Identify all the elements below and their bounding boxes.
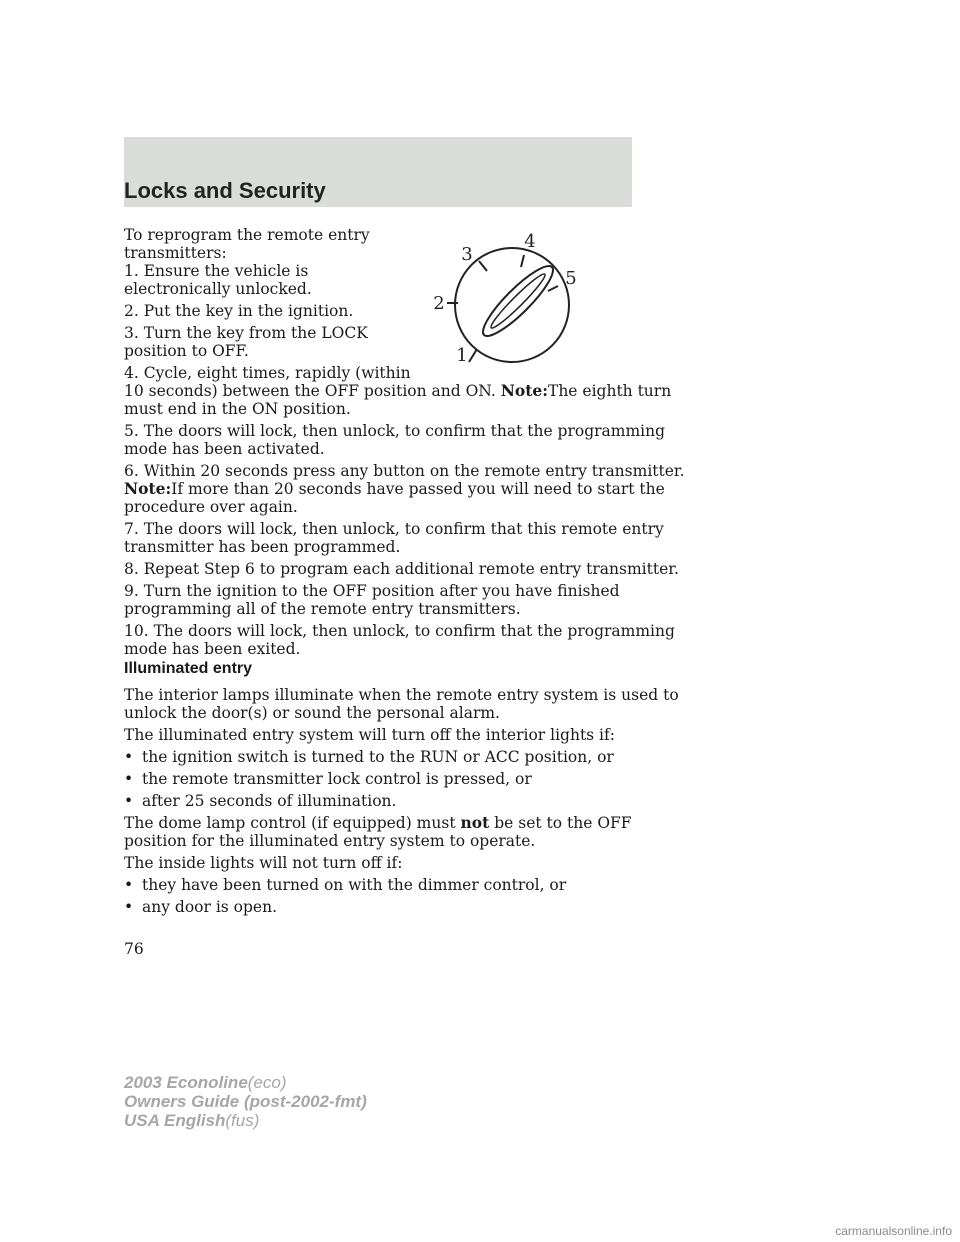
footer-imprint: [124, 1073, 367, 1130]
footer-line-1: 2003 Econoline(eco): [124, 1073, 287, 1092]
illuminated-paragraph: The dome lamp control (if equipped) must not be set to the OFF: [124, 813, 632, 832]
step-10: 10. The doors will lock, then unlock, to confirm that the programming: [124, 622, 675, 640]
step-6: procedure over again.: [124, 498, 298, 516]
step-6: 6. Within 20 seconds press any button on the remote entry transmitter.: [124, 462, 685, 480]
intro-line: transmitters:: [124, 244, 227, 262]
step-4: 4. Cycle, eight times, rapidly (within: [124, 364, 411, 382]
bullet-icon: •: [124, 876, 134, 894]
footer-line-2: Owners Guide (post-2002-fmt): [124, 1092, 367, 1111]
illuminated-paragraph: unlock the door(s) or sound the personal alarm.: [124, 704, 500, 722]
step-8: 8. Repeat Step 6 to program each additional remote entry transmitter.: [124, 560, 679, 578]
step-10: mode has been exited.: [124, 640, 301, 658]
step-4: must end in the ON position.: [124, 400, 351, 418]
section-title: Locks and Security: [124, 178, 326, 203]
position-label-1: 1: [456, 345, 468, 366]
position-label-5: 5: [565, 268, 577, 289]
step-3: position to OFF.: [124, 342, 249, 360]
list-item: after 25 seconds of illumination.: [142, 792, 397, 810]
page-number: 76: [124, 940, 144, 958]
position-label-2: 2: [433, 293, 445, 314]
position-label-4: 4: [524, 231, 536, 252]
step-7: transmitter has been programmed.: [124, 538, 401, 556]
intro-line: To reprogram the remote entry: [124, 226, 370, 244]
step-9: 9. Turn the ignition to the OFF position after you have finished: [124, 582, 620, 600]
illuminated-paragraph: The illuminated entry system will turn off the interior lights if:: [124, 726, 615, 744]
bullet-icon: •: [124, 792, 134, 810]
list-item: the ignition switch is turned to the RUN or ACC position, or: [142, 748, 614, 766]
illuminated-paragraph: The inside lights will not turn off if:: [124, 854, 403, 872]
list-item: the remote transmitter lock control is pressed, or: [142, 770, 532, 788]
footer-line-3: USA English(fus): [124, 1111, 260, 1130]
bullet-icon: •: [124, 898, 134, 916]
list-item: any door is open.: [142, 898, 278, 916]
step-6: Note:If more than 20 seconds have passed you will need to start the: [124, 479, 665, 498]
illuminated-paragraph: The interior lamps illuminate when the remote entry system is used to: [124, 686, 679, 704]
illuminated-paragraph: position for the illuminated entry system to operate.: [124, 832, 536, 850]
list-item: they have been turned on with the dimmer control, or: [142, 876, 567, 894]
step-3: 3. Turn the key from the LOCK: [124, 324, 368, 342]
tick-1: [469, 349, 477, 362]
step-7: 7. The doors will lock, then unlock, to confirm that this remote entry: [124, 520, 664, 538]
step-1: electronically unlocked.: [124, 280, 312, 298]
step-2: 2. Put the key in the ignition.: [124, 302, 354, 320]
step-5: 5. The doors will lock, then unlock, to confirm that the programming: [124, 422, 666, 440]
step-4: 10 seconds) between the OFF position and ON. Note:The eighth turn: [124, 381, 672, 400]
bullet-icon: •: [124, 748, 134, 766]
ignition-diagram: [420, 225, 600, 385]
illuminated-entry-heading: Illuminated entry: [124, 660, 253, 677]
watermark: carmanualsonline.info: [835, 1224, 952, 1238]
step-1: 1. Ensure the vehicle is: [124, 262, 309, 280]
bullet-icon: •: [124, 770, 134, 788]
position-label-3: 3: [461, 244, 473, 265]
step-5: mode has been activated.: [124, 440, 325, 458]
step-9: programming all of the remote entry transmitters.: [124, 600, 521, 618]
